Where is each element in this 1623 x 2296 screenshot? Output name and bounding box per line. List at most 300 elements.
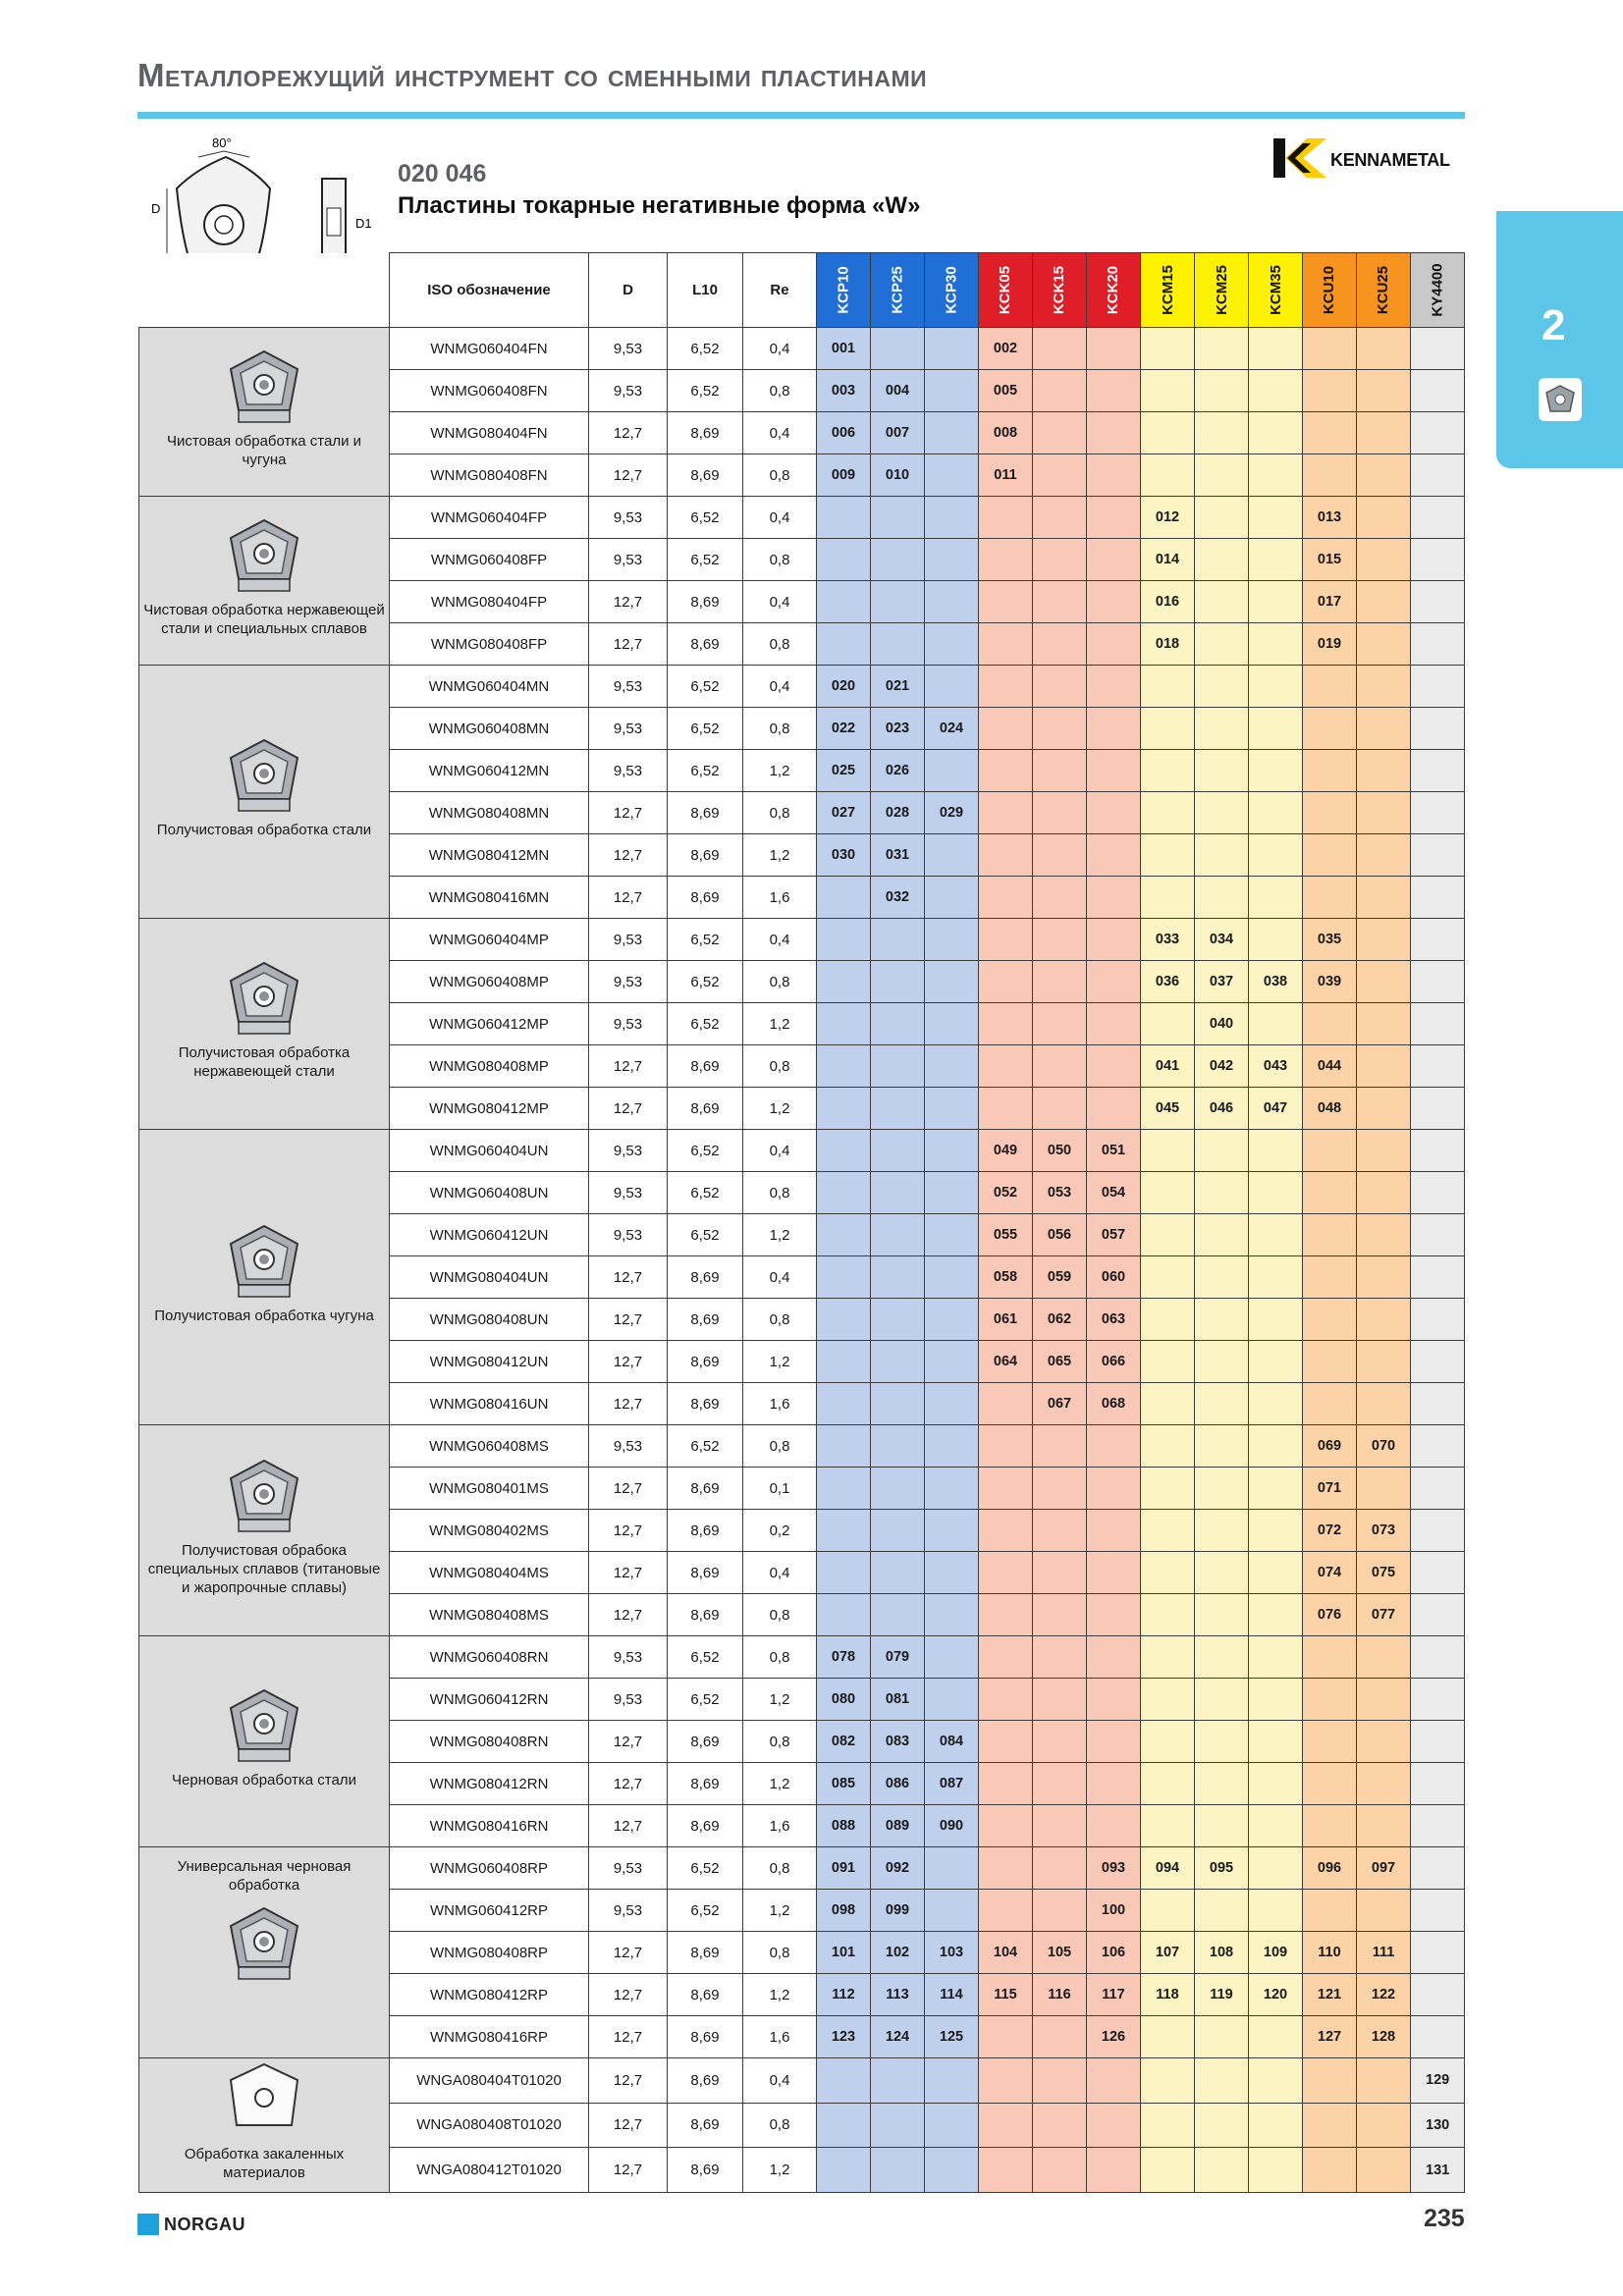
iso-code: WNMG080408FN (390, 454, 589, 497)
dim-l10: 6,52 (668, 919, 743, 961)
grade-cell-kcm35 (1249, 1510, 1303, 1552)
grade-cell-kcu10 (1303, 1341, 1357, 1383)
grade-cell-kcp30 (925, 1214, 979, 1256)
dim-d: 12,7 (589, 792, 668, 834)
category-label: Получистовая обработка нержавеющей стали (178, 1044, 351, 1080)
grade-cell-kcm25 (1195, 1763, 1249, 1805)
grade-cell-kcm35 (1249, 1425, 1303, 1468)
grade-cell-kck05 (979, 1383, 1033, 1425)
grade-cell-kck05 (979, 1468, 1033, 1510)
page-title: Металлорежущий инструмент со сменными пластинами (137, 57, 928, 93)
dim-re: 0,4 (743, 919, 817, 961)
grade-cell-kcu25 (1357, 792, 1411, 834)
grade-cell-kcu25 (1357, 1130, 1411, 1172)
grade-cell-kcm15 (1141, 750, 1195, 792)
dim-d: 12,7 (589, 1763, 668, 1805)
grade-cell-ky4400 (1411, 1552, 1465, 1594)
grade-cell-kcm35 (1249, 1341, 1303, 1383)
grade-cell-kcm35 (1249, 1172, 1303, 1214)
grade-cell-kck05 (979, 1847, 1033, 1890)
grade-cell-ky4400 (1411, 1214, 1465, 1256)
grade-cell-kck20 (1087, 454, 1141, 497)
grade-cell-ky4400 (1411, 961, 1465, 1003)
dim-l10: 6,52 (668, 1172, 743, 1214)
grade-cell-kck20: 126 (1087, 2016, 1141, 2058)
grade-cell-kck15 (1033, 1721, 1087, 1763)
grade-cell-ky4400 (1411, 877, 1465, 919)
grade-cell-kcm35 (1249, 2058, 1303, 2104)
grade-cell-kcu10 (1303, 750, 1357, 792)
grade-cell-kcu25: 075 (1357, 1552, 1411, 1594)
grade-cell-kcm25 (1195, 666, 1249, 708)
grade-cell-kcp30 (925, 1256, 979, 1299)
grade-cell-kcm35 (1249, 1847, 1303, 1890)
grade-cell-kcu25 (1357, 2148, 1411, 2193)
grade-cell-kcp10: 123 (817, 2016, 871, 2058)
grade-cell-kcu25 (1357, 666, 1411, 708)
grade-cell-ky4400: 130 (1411, 2103, 1465, 2148)
product-code: 020 046 (398, 160, 487, 187)
grade-cell-kcp30 (925, 1341, 979, 1383)
grade-cell-kck20 (1087, 623, 1141, 666)
dim-l10: 8,69 (668, 1721, 743, 1763)
grade-cell-kck15 (1033, 1847, 1087, 1890)
grade-cell-kcp30 (925, 539, 979, 581)
grade-cell-kcm25 (1195, 539, 1249, 581)
grade-cell-kck20: 054 (1087, 1172, 1141, 1214)
norgau-square-icon (137, 2214, 159, 2235)
dim-re: 1,2 (743, 1003, 817, 1045)
inserts-table (138, 252, 1465, 2193)
grade-cell-kcp25: 023 (871, 708, 925, 750)
dim-l10: 8,69 (668, 1045, 743, 1088)
grade-cell-kcu10 (1303, 877, 1357, 919)
grade-cell-kcp25: 086 (871, 1763, 925, 1805)
iso-code: WNMG080408MP (390, 1045, 589, 1088)
dim-l10: 6,52 (668, 370, 743, 412)
grade-cell-ky4400 (1411, 1636, 1465, 1679)
grade-cell-kcu10: 048 (1303, 1088, 1357, 1130)
grade-cell-kcu10 (1303, 1003, 1357, 1045)
grade-cell-kck15 (1033, 1468, 1087, 1510)
col-grade-ky4400: KY4400 (1411, 253, 1465, 328)
iso-code: WNMG080401MS (390, 1468, 589, 1510)
dim-re: 0,8 (743, 623, 817, 666)
grade-cell-kcp25 (871, 1256, 925, 1299)
grade-cell-kck20: 093 (1087, 1847, 1141, 1890)
grade-cell-kcp30: 125 (925, 2016, 979, 2058)
dim-re: 1,2 (743, 1763, 817, 1805)
grade-cell-kck20 (1087, 1425, 1141, 1468)
grade-cell-kcm35 (1249, 328, 1303, 370)
grade-cell-kck05 (979, 2016, 1033, 2058)
category-cell (139, 1130, 390, 1425)
grade-cell-kck15 (1033, 1088, 1087, 1130)
dim-d: 12,7 (589, 877, 668, 919)
grade-cell-kcm15 (1141, 328, 1195, 370)
dim-re: 0,8 (743, 1299, 817, 1341)
grade-cell-kck05: 002 (979, 328, 1033, 370)
grade-cell-kcu25 (1357, 539, 1411, 581)
grade-cell-kcu10: 110 (1303, 1932, 1357, 1974)
dim-re: 1,6 (743, 1383, 817, 1425)
dim-l10: 8,69 (668, 834, 743, 877)
grade-cell-ky4400 (1411, 1468, 1465, 1510)
dim-d: 9,53 (589, 1214, 668, 1256)
iso-code: WNMG080404FP (390, 581, 589, 623)
grade-cell-kcm25 (1195, 1721, 1249, 1763)
dim-l10: 6,52 (668, 328, 743, 370)
dim-l10: 8,69 (668, 412, 743, 454)
grade-cell-kck05 (979, 2148, 1033, 2193)
grade-cell-ky4400 (1411, 1594, 1465, 1636)
dim-re: 1,2 (743, 1974, 817, 2016)
section-tab[interactable] (1496, 211, 1623, 468)
grade-cell-ky4400 (1411, 412, 1465, 454)
grade-cell-kcm25 (1195, 792, 1249, 834)
grade-cell-kck05 (979, 2103, 1033, 2148)
grade-cell-ky4400 (1411, 1256, 1465, 1299)
grade-cell-kcu10 (1303, 2148, 1357, 2193)
grade-cell-kcm15 (1141, 1890, 1195, 1932)
dim-re: 0,2 (743, 1510, 817, 1552)
grade-cell-kcp10: 080 (817, 1679, 871, 1721)
grade-cell-kcm35 (1249, 1468, 1303, 1510)
dim-d: 9,53 (589, 328, 668, 370)
grade-cell-kck20 (1087, 792, 1141, 834)
grade-cell-kcp30 (925, 1130, 979, 1172)
grade-cell-kck15: 105 (1033, 1932, 1087, 1974)
grade-cell-kcm15 (1141, 454, 1195, 497)
grade-cell-kck05: 055 (979, 1214, 1033, 1256)
grade-cell-kcm25 (1195, 2016, 1249, 2058)
grade-cell-kck05 (979, 1679, 1033, 1721)
grade-cell-kcp25: 113 (871, 1974, 925, 2016)
grade-cell-kcp10: 006 (817, 412, 871, 454)
grade-cell-kcm15 (1141, 1425, 1195, 1468)
grade-cell-kcm35 (1249, 1679, 1303, 1721)
dim-l10: 6,52 (668, 708, 743, 750)
insert-ms-icon (139, 1455, 389, 1535)
dim-d: 9,53 (589, 1679, 668, 1721)
insert-mn-icon (139, 734, 389, 815)
grade-cell-kcm25 (1195, 454, 1249, 497)
grade-cell-kck05 (979, 1805, 1033, 1847)
grade-cell-kcp10: 027 (817, 792, 871, 834)
grade-cell-kcm15 (1141, 1510, 1195, 1552)
grade-cell-kcm35 (1249, 792, 1303, 834)
grade-cell-kck20 (1087, 877, 1141, 919)
grade-cell-kcp10 (817, 581, 871, 623)
dim-d: 9,53 (589, 961, 668, 1003)
grade-cell-kcp10 (817, 2103, 871, 2148)
grade-cell-kcm25 (1195, 581, 1249, 623)
dim-d: 12,7 (589, 581, 668, 623)
grade-cell-ky4400 (1411, 1088, 1465, 1130)
dim-l10: 8,69 (668, 2058, 743, 2104)
grade-cell-kcu25 (1357, 1088, 1411, 1130)
grade-cell-kcm15 (1141, 1214, 1195, 1256)
grade-cell-kck20 (1087, 370, 1141, 412)
grade-cell-kck20: 066 (1087, 1341, 1141, 1383)
grade-cell-kck05 (979, 497, 1033, 539)
dim-d: 9,53 (589, 1847, 668, 1890)
grade-cell-kck20 (1087, 1088, 1141, 1130)
grade-cell-kcp25 (871, 328, 925, 370)
grade-cell-kcm35 (1249, 370, 1303, 412)
grade-cell-kcu25 (1357, 1890, 1411, 1932)
dim-d: 9,53 (589, 919, 668, 961)
grade-cell-kcm15: 018 (1141, 623, 1195, 666)
dim-l10: 6,52 (668, 1847, 743, 1890)
col-grade-kck20: KCK20 (1087, 253, 1141, 328)
grade-cell-kcp25 (871, 581, 925, 623)
grade-cell-kcu25 (1357, 1468, 1411, 1510)
table-row (139, 1425, 1465, 1468)
grade-cell-kcp25 (871, 1130, 925, 1172)
grade-cell-kcp30 (925, 1468, 979, 1510)
grade-cell-kcp25: 081 (871, 1679, 925, 1721)
grade-cell-kcp10 (817, 1172, 871, 1214)
category-label: Универсальная черновая обработка (177, 1858, 352, 1894)
dim-d: 9,53 (589, 666, 668, 708)
dim-re: 0,4 (743, 1552, 817, 1594)
grade-cell-kck05 (979, 961, 1033, 1003)
iso-code: WNMG060404FN (390, 328, 589, 370)
grade-cell-kcu25: 077 (1357, 1594, 1411, 1636)
grade-cell-kcu10 (1303, 792, 1357, 834)
grade-cell-kcu10 (1303, 2058, 1357, 2104)
dim-d: 9,53 (589, 1636, 668, 1679)
grade-cell-kcp30 (925, 1847, 979, 1890)
grade-cell-kcp10 (817, 1552, 871, 1594)
grade-cell-kcp10 (817, 497, 871, 539)
grade-cell-kck15 (1033, 1425, 1087, 1468)
col-grade-kcu10: KCU10 (1303, 253, 1357, 328)
page-number: 235 (1424, 2205, 1465, 2232)
dim-re: 0,1 (743, 1468, 817, 1510)
grade-cell-kcp10 (817, 539, 871, 581)
dim-re: 1,2 (743, 750, 817, 792)
dim-l10: 8,69 (668, 1383, 743, 1425)
grade-cell-kcm25 (1195, 1468, 1249, 1510)
grade-cell-kcp25 (871, 919, 925, 961)
grade-cell-kcp10 (817, 1341, 871, 1383)
grade-cell-kcp10 (817, 2058, 871, 2104)
grade-cell-kcp25: 028 (871, 792, 925, 834)
dim-d: 9,53 (589, 708, 668, 750)
grade-cell-kck20 (1087, 834, 1141, 877)
insert-wnga-icon (139, 2058, 389, 2139)
grade-cell-kcm25 (1195, 497, 1249, 539)
d1-label: D1 (355, 216, 372, 231)
grade-cell-ky4400 (1411, 328, 1465, 370)
grade-cell-kcp25 (871, 539, 925, 581)
grade-cell-kcp30 (925, 750, 979, 792)
col-grade-kcp10: KCP10 (817, 253, 871, 328)
grade-cell-kcm15: 036 (1141, 961, 1195, 1003)
category-cell (139, 919, 390, 1130)
grade-cell-kcp25 (871, 2058, 925, 2104)
grade-cell-kck15 (1033, 2103, 1087, 2148)
page-subtitle: Пластины токарные негативные форма «W» (398, 192, 921, 219)
grade-cell-kcu25 (1357, 834, 1411, 877)
grade-cell-ky4400 (1411, 708, 1465, 750)
grade-cell-kcu10 (1303, 1256, 1357, 1299)
grade-cell-kcm25: 034 (1195, 919, 1249, 961)
grade-cell-kck05 (979, 750, 1033, 792)
d-label: D (151, 201, 161, 216)
grade-cell-kcm25: 119 (1195, 1974, 1249, 2016)
grade-cell-kcu25 (1357, 2058, 1411, 2104)
grade-cell-kck05 (979, 792, 1033, 834)
grade-cell-kck15 (1033, 877, 1087, 919)
insert-rp-icon (139, 1902, 389, 1983)
grade-cell-kck05: 005 (979, 370, 1033, 412)
grade-cell-kcp30 (925, 370, 979, 412)
grade-cell-ky4400 (1411, 454, 1465, 497)
grade-cell-kcp30 (925, 1552, 979, 1594)
grade-cell-kcm25 (1195, 1594, 1249, 1636)
dim-d: 12,7 (589, 623, 668, 666)
grade-cell-kcm15 (1141, 1256, 1195, 1299)
dim-d: 12,7 (589, 1383, 668, 1425)
grade-cell-ky4400 (1411, 1847, 1465, 1890)
dim-re: 0,4 (743, 497, 817, 539)
insert-section-icon (1539, 378, 1582, 421)
dim-l10: 8,69 (668, 1594, 743, 1636)
grade-cell-kck15 (1033, 666, 1087, 708)
dim-d: 9,53 (589, 539, 668, 581)
dim-l10: 8,69 (668, 2148, 743, 2193)
dim-l10: 8,69 (668, 1932, 743, 1974)
grade-cell-kcm35 (1249, 834, 1303, 877)
grade-cell-kcm35 (1249, 750, 1303, 792)
grade-cell-kcm35 (1249, 412, 1303, 454)
iso-code: WNMG080412MN (390, 834, 589, 877)
iso-code: WNMG060408RP (390, 1847, 589, 1890)
grade-cell-kcu10: 039 (1303, 961, 1357, 1003)
iso-code: WNMG080416RP (390, 2016, 589, 2058)
grade-cell-kcp30 (925, 328, 979, 370)
grade-cell-ky4400 (1411, 539, 1465, 581)
grade-cell-kcu25 (1357, 1763, 1411, 1805)
grade-cell-kcp25 (871, 623, 925, 666)
grade-cell-kcm35 (1249, 877, 1303, 919)
grade-cell-kck20 (1087, 581, 1141, 623)
grade-cell-kcm25 (1195, 1425, 1249, 1468)
grade-cell-kcp25 (871, 1594, 925, 1636)
dim-d: 9,53 (589, 1130, 668, 1172)
grade-cell-kcm35 (1249, 1383, 1303, 1425)
grade-cell-kck15: 050 (1033, 1130, 1087, 1172)
grade-cell-kck15 (1033, 1003, 1087, 1045)
grade-cell-kcm35 (1249, 581, 1303, 623)
grade-cell-kcp30 (925, 2058, 979, 2104)
norgau-text: NORGAU (164, 2215, 245, 2234)
grade-cell-kcm35 (1249, 1721, 1303, 1763)
grade-cell-kck15 (1033, 750, 1087, 792)
grade-cell-kcu10: 076 (1303, 1594, 1357, 1636)
grade-cell-kcu10 (1303, 370, 1357, 412)
grade-cell-kcu10: 017 (1303, 581, 1357, 623)
grade-cell-kcm15: 094 (1141, 1847, 1195, 1890)
dim-d: 12,7 (589, 1299, 668, 1341)
grade-cell-kcm25 (1195, 1214, 1249, 1256)
col-grade-kcm15: KCM15 (1141, 253, 1195, 328)
grade-cell-kcp25 (871, 1214, 925, 1256)
grade-cell-kcp30 (925, 1299, 979, 1341)
dim-d: 12,7 (589, 1721, 668, 1763)
grade-cell-kck20 (1087, 539, 1141, 581)
dim-re: 0,4 (743, 581, 817, 623)
grade-cell-kcp10 (817, 1214, 871, 1256)
dim-re: 0,8 (743, 792, 817, 834)
grade-cell-kcm35 (1249, 1256, 1303, 1299)
iso-code: WNMG080416RN (390, 1805, 589, 1847)
grade-cell-kcm15 (1141, 2058, 1195, 2104)
grade-cell-kcp25 (871, 1045, 925, 1088)
grade-cell-kcp10: 098 (817, 1890, 871, 1932)
iso-code: WNGA080412T01020 (390, 2148, 589, 2193)
grade-cell-kcp30 (925, 1088, 979, 1130)
grade-cell-kck05 (979, 2058, 1033, 2104)
grade-cell-kcm25 (1195, 2058, 1249, 2104)
dim-d: 9,53 (589, 1890, 668, 1932)
insert-mp-icon (139, 957, 389, 1038)
dim-d: 12,7 (589, 412, 668, 454)
grade-cell-kcm25 (1195, 877, 1249, 919)
dim-d: 12,7 (589, 2016, 668, 2058)
iso-code: WNMG080416UN (390, 1383, 589, 1425)
grade-cell-kcp30 (925, 877, 979, 919)
dim-l10: 6,52 (668, 539, 743, 581)
grade-cell-kck15 (1033, 961, 1087, 1003)
grade-cell-kcp10: 085 (817, 1763, 871, 1805)
grade-cell-ky4400 (1411, 1045, 1465, 1088)
grade-cell-ky4400 (1411, 666, 1465, 708)
grade-cell-kcm15: 107 (1141, 1932, 1195, 1974)
grade-cell-kck05 (979, 1088, 1033, 1130)
category-label: Получистовая обработка чугуна (154, 1307, 374, 1324)
grade-cell-kck15 (1033, 539, 1087, 581)
grade-cell-kcp25: 124 (871, 2016, 925, 2058)
grade-cell-kcu25 (1357, 412, 1411, 454)
grade-cell-kcp25 (871, 1468, 925, 1510)
grade-cell-kcm25: 037 (1195, 961, 1249, 1003)
grade-cell-kcm25 (1195, 1341, 1249, 1383)
iso-code: WNMG080416MN (390, 877, 589, 919)
grade-cell-kcm35 (1249, 708, 1303, 750)
grade-cell-kcm35 (1249, 623, 1303, 666)
grade-cell-kcp30 (925, 666, 979, 708)
category-cell (139, 328, 390, 497)
grade-cell-kcp10: 112 (817, 1974, 871, 2016)
grade-cell-kck20 (1087, 328, 1141, 370)
grade-cell-kck05 (979, 1763, 1033, 1805)
dim-re: 1,2 (743, 2148, 817, 2193)
category-label: Получистовая обрабока специальных сплавов (титановые и жаропрочные сплавы) (147, 1541, 381, 1596)
grade-cell-kcu25 (1357, 877, 1411, 919)
grade-cell-kcu10 (1303, 834, 1357, 877)
grade-cell-kcm25 (1195, 708, 1249, 750)
grade-cell-kcm25 (1195, 1636, 1249, 1679)
table-row (139, 2058, 1465, 2104)
grade-cell-kcp10 (817, 1468, 871, 1510)
grade-cell-kcu25: 070 (1357, 1425, 1411, 1468)
insert-fn-icon (139, 346, 389, 426)
col-grade-kck15: KCK15 (1033, 253, 1087, 328)
